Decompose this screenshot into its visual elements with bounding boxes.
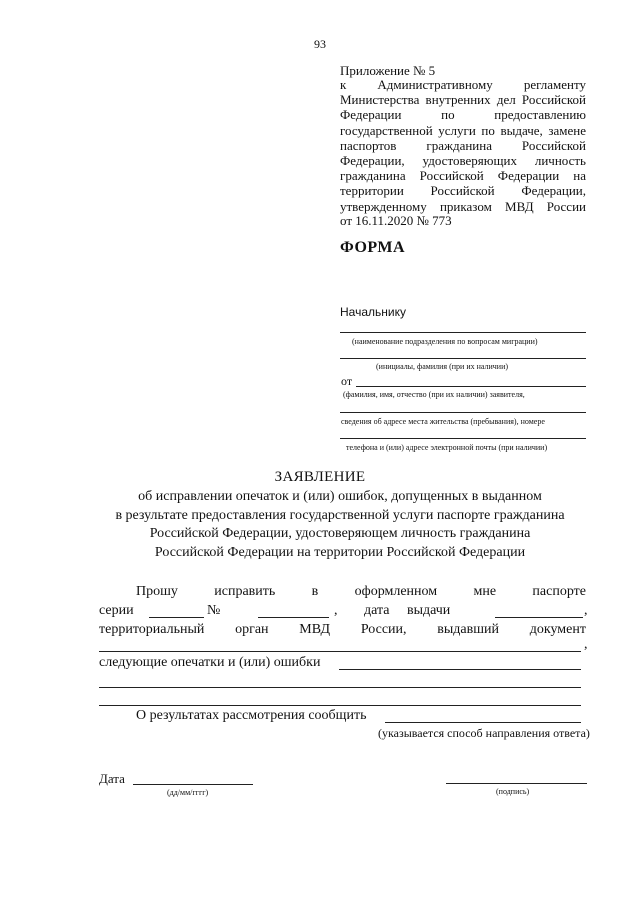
from-label: от xyxy=(341,374,353,388)
number-sign: № xyxy=(207,603,221,618)
subtitle-line: в результате предоставления государственной услуги паспорте гражданина xyxy=(115,507,565,523)
addressee-label: Начальнику xyxy=(340,305,406,319)
subtitle-line: Российской Федерации на территории Российской Федерации xyxy=(154,544,526,560)
document-title: ЗАЯВЛЕНИЕ xyxy=(274,469,366,485)
body-word: паспорте xyxy=(532,584,586,599)
series-field[interactable] xyxy=(149,617,204,618)
body-word: Прошу xyxy=(136,584,178,599)
contacts-line[interactable] xyxy=(340,438,586,439)
authority-field[interactable] xyxy=(99,651,581,652)
document-subtitle xyxy=(0,488,640,562)
body-word: МВД xyxy=(299,622,331,637)
appendix-title: Приложение № 5 xyxy=(340,63,436,78)
subtitle-line: об исправлении опечаток и (или) ошибок, допущенных в выданном xyxy=(138,489,542,504)
body-word: в xyxy=(311,584,319,599)
signature-field[interactable] xyxy=(446,783,587,784)
errors-field[interactable] xyxy=(339,669,581,670)
body-word: оформленном xyxy=(354,584,438,599)
number-field[interactable] xyxy=(258,617,329,618)
errors-label: следующие опечатки и (или) ошибки xyxy=(99,655,321,670)
appendix-order-ref: от 16.11.2020 № 773 xyxy=(340,213,452,228)
appendix-body: к Административному регламенту Министерства внутренних дел Российской Федерации по предоставлению государственной услуги по выдаче, замене паспортов гражданина Российской Федерации, удостоверяющих личность гражданина Российской Федерации на территории Российской Федерации, утвержденному приказом МВД России xyxy=(340,77,586,214)
body-word: исправить xyxy=(214,584,276,599)
errors-field-continued[interactable] xyxy=(99,705,581,706)
initials-hint: (инициалы, фамилия (при их наличии) xyxy=(376,362,509,371)
initials-line[interactable] xyxy=(340,358,586,359)
signature-hint: (подпись) xyxy=(496,787,530,796)
address-line[interactable] xyxy=(340,412,586,413)
date-issued-field[interactable] xyxy=(495,617,583,618)
results-method-field[interactable] xyxy=(385,722,581,723)
page-number: 93 xyxy=(314,37,326,51)
errors-field-continued[interactable] xyxy=(99,687,581,688)
body-line-3 xyxy=(99,622,586,638)
date-field[interactable] xyxy=(133,784,253,785)
comma: , xyxy=(584,603,588,618)
body-word: выдавший xyxy=(437,622,499,637)
applicant-hint: (фамилия, имя, отчество (при их наличии) заявителя, xyxy=(343,390,525,399)
applicant-line[interactable] xyxy=(356,386,586,387)
body-word: территориальный xyxy=(99,622,205,637)
comma: , xyxy=(584,637,588,652)
body-word: России, xyxy=(360,622,407,637)
comma: , xyxy=(334,603,338,618)
body-line-1 xyxy=(136,584,586,600)
date-format-hint: (дд/мм/гггг) xyxy=(167,788,209,797)
date-issued-label: дата выдачи xyxy=(364,603,451,618)
method-hint: (указывается способ направления ответа) xyxy=(378,726,590,740)
subtitle-line: Российской Федерации, удостоверяющем личность гражданина xyxy=(149,526,531,542)
body-word: мне xyxy=(473,584,497,599)
department-line[interactable] xyxy=(340,332,586,333)
body-word: документ xyxy=(529,622,586,637)
results-label: О результатах рассмотрения сообщить xyxy=(136,708,367,723)
body-word: орган xyxy=(235,622,269,637)
address-hint: сведения об адресе места жительства (пребывания), номере xyxy=(341,417,545,426)
department-hint: (наименование подразделения по вопросам миграции) xyxy=(352,337,538,346)
form-label: ФОРМА xyxy=(340,239,406,256)
contacts-hint: телефона и (или) адресе электронной почты (при наличии) xyxy=(346,443,548,452)
series-label: серии xyxy=(99,603,134,618)
date-label: Дата xyxy=(99,771,125,786)
